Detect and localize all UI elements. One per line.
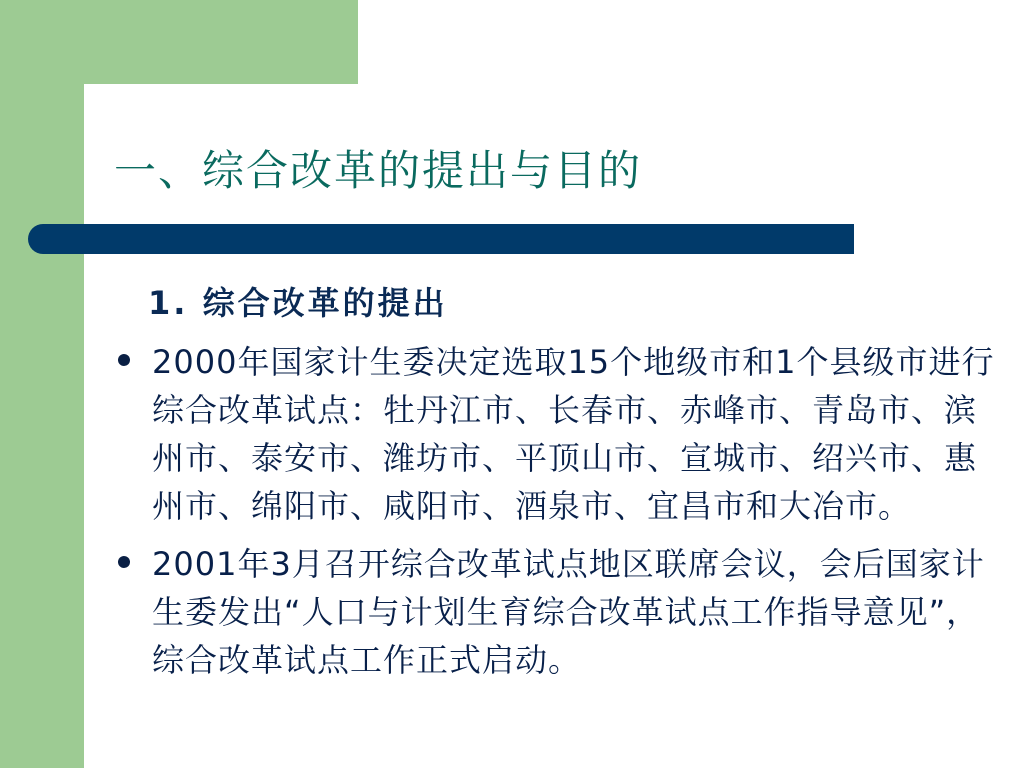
title-underline-bar [28, 224, 854, 254]
decorative-green-band-top [0, 0, 358, 84]
bullet-dot-icon [118, 354, 130, 366]
slide-title: 一、综合改革的提出与目的 [114, 146, 643, 195]
bullet-item [116, 338, 996, 530]
bullet-list [116, 338, 996, 694]
bullet-item [116, 540, 996, 684]
bullet-dot-icon [118, 556, 130, 568]
bullet-text: 2000年国家计生委决定选取15个地级市和1个县级市进行综合改革试点：牡丹江市、长春市、赤峰市、青岛市、滨州市、泰安市、潍坊市、平顶山市、宣城市、绍兴市、惠州市、绵阳市、咸阳市、酒泉市、宜昌市和大冶市。 [152, 343, 995, 525]
bullet-text: 2001年3月召开综合改革试点地区联席会议，会后国家计生委发出“人口与计划生育综合改革试点工作指导意见”，综合改革试点工作正式启动。 [152, 545, 985, 679]
decorative-green-band-left [0, 0, 84, 768]
section-subtitle: 1. 综合改革的提出 [148, 284, 448, 322]
